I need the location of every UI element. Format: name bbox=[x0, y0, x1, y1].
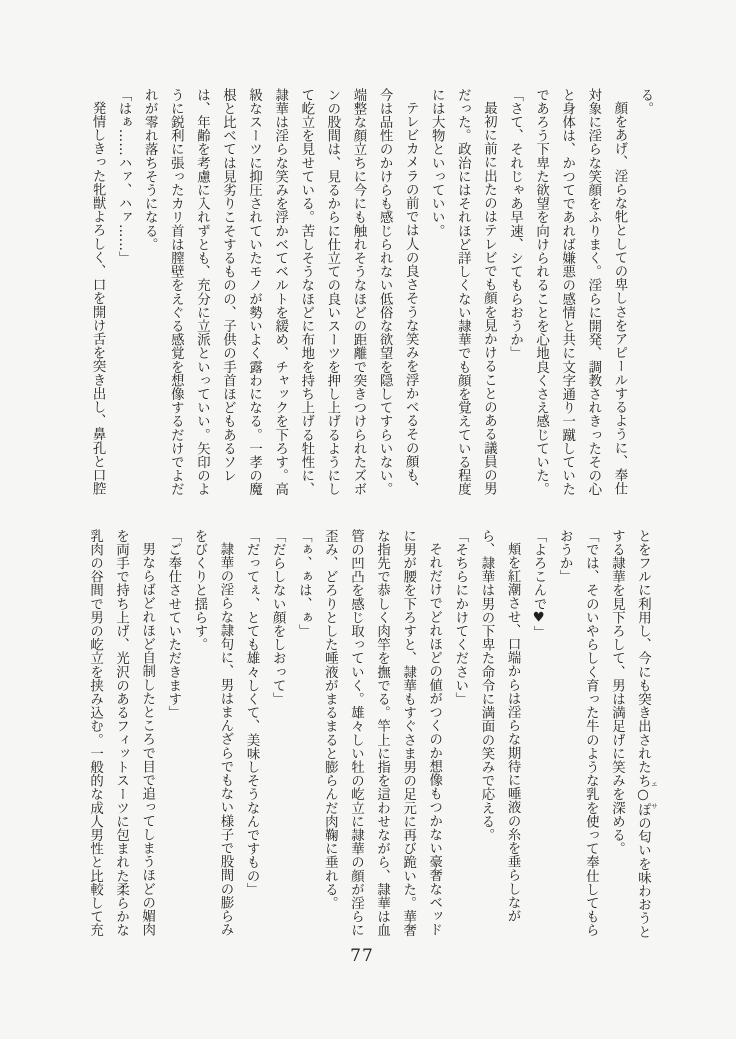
text-line: 管の凹凸を感じ取っていく。雄々しい牡の屹立に隷華の顔が淫らに bbox=[348, 529, 364, 937]
text-line: をびくりと揺らす。 bbox=[191, 529, 207, 652]
text-line: 「では、そのいやらしく育った牛のような乳を使って奉仕してもら bbox=[583, 529, 599, 937]
text-line: 歪み、どろりとした唾液がまるまると膨らんだ肉鞠に垂れる。 bbox=[322, 529, 338, 910]
text-line: 頬を紅潮させ、口端からは淫らな期待に唾液の糸を垂らしなが bbox=[505, 542, 521, 924]
text-block-top bbox=[73, 88, 658, 505]
text-line: 隷華は淫らな笑みを浮かべてベルトを緩め、チャックを下ろす。高 bbox=[272, 88, 288, 496]
page-number: 77 bbox=[350, 946, 374, 966]
text-line: 隷華の淫らな隷句に、男はまんざらでもない様子で股間の膨らみ bbox=[218, 542, 233, 937]
text-line: 「さて、それじゃあ早速、シてもらおうか」 bbox=[507, 88, 523, 360]
text-line: 顔をあげ、淫らな牝としての卑しさをアピールするように、奉仕 bbox=[611, 101, 627, 496]
text-line: 最初に前に出たのはテレビでも顔を見かけることのある議員の男 bbox=[481, 101, 497, 496]
text-line: 「よろこんで♥」 bbox=[531, 529, 547, 640]
text-line: 「だってぇ、とても雄々しくて、美味しそうなんですもの」 bbox=[244, 529, 260, 897]
text-line: 発情しきった牝獣よろしく、口を開け舌を突き出し、鼻孔と口腔 bbox=[90, 101, 106, 496]
text-line: 「ぁ、ぁは、ぁ」 bbox=[296, 529, 312, 638]
text-line: それだけでどれほどの値がつくのか想像もつかない豪奢なベッド bbox=[426, 542, 442, 937]
text-line: する隷華を見下ろして、男は満足げに笑みを深める。 bbox=[609, 529, 625, 856]
text-line: 「ご奉仕させていただきます」 bbox=[165, 529, 181, 720]
text-line: 今は品性のかけらも感じられない低俗な欲望を隠してすらいない。 bbox=[377, 88, 393, 496]
text-line: を両手で持ち上げ、光沢のあるフィットスーツに包まれた柔らかな bbox=[113, 529, 129, 937]
text-line: 端整な顔立ちに今にも触れそうなほどの距離で突きつけられたズボ bbox=[350, 88, 366, 496]
text-line: な指先で恭しく肉竿を撫でる。竿上に指を這わせながら、隷華は血 bbox=[374, 529, 390, 937]
text-line: うに鋭利に張ったカリ首は膣壁をえぐる感覚を想像するだけでよだ bbox=[168, 88, 184, 496]
text-block-bottom bbox=[73, 529, 658, 939]
text-line: 「そちらにかけてください」 bbox=[452, 529, 468, 706]
text-line: 級なスーツに抑圧されていたモノが勢いよく露わになる。一孝の魔 bbox=[246, 88, 262, 496]
text-line: 男ならばどれほど自制したところで目で追ってしまうほどの媚肉 bbox=[139, 542, 155, 937]
text-line: であろう下卑た欲望を向けられることを心地良くさえ感じていた。 bbox=[533, 88, 549, 496]
text-line: る。 bbox=[638, 88, 653, 116]
text-line: テレビカメラの前では人の良さそうな笑みを浮かべるその顔も、 bbox=[403, 101, 419, 496]
text-line: と身体は、かつてであれば嫌悪の感情と共に文字通り一蹴していた bbox=[559, 88, 575, 496]
text-line: て屹立を見せている。苦しそうなほどに布地を持ち上げる牡性に、 bbox=[298, 88, 314, 496]
text-line: おうか」 bbox=[557, 529, 573, 584]
text-line: 「だらしない顔をしおって」 bbox=[270, 529, 286, 706]
text-line: だった。政治にはそれほど詳しくない隷華でも顔を覚えている程度 bbox=[455, 88, 471, 496]
text-line: は、年齢を考慮に入れずとも、充分に立派といっていい。矢印のよ bbox=[194, 88, 210, 496]
text-line: 対象に淫らな笑顔をふりまく。淫らに開発、調教されきったその心 bbox=[585, 88, 601, 496]
text-line: ンの股間は、見るからに仕立ての良いスーツを押し上げるようにし bbox=[324, 88, 340, 496]
text-line: には大物といっていい。 bbox=[429, 88, 445, 238]
text-line: に男が腰を下ろすと、隷華もすぐさま男の足元に再び跪いた。華奢 bbox=[400, 529, 416, 937]
text-line: とをフルに利用し、今にも突き出されたち○ぽ エサの匂いを味わおうと bbox=[635, 529, 658, 939]
text-line: 「はぁ……ハァ、ハァ……」 bbox=[116, 88, 132, 265]
text-line: 乳肉の谷間で男の屹立を挟み込む。一般的な成人男性と比較して充 bbox=[87, 529, 103, 937]
text-line: 根と比べては見劣りこそするものの、子供の手首ほどもあるソレ bbox=[220, 88, 236, 483]
furigana-ruby: ち○ぽ エサ bbox=[635, 773, 658, 817]
text-line: ら、隷華は男の下卑た命令に満面の笑みで応える。 bbox=[478, 529, 494, 842]
text-line: れが零れ落ちそうになる。 bbox=[142, 88, 158, 252]
